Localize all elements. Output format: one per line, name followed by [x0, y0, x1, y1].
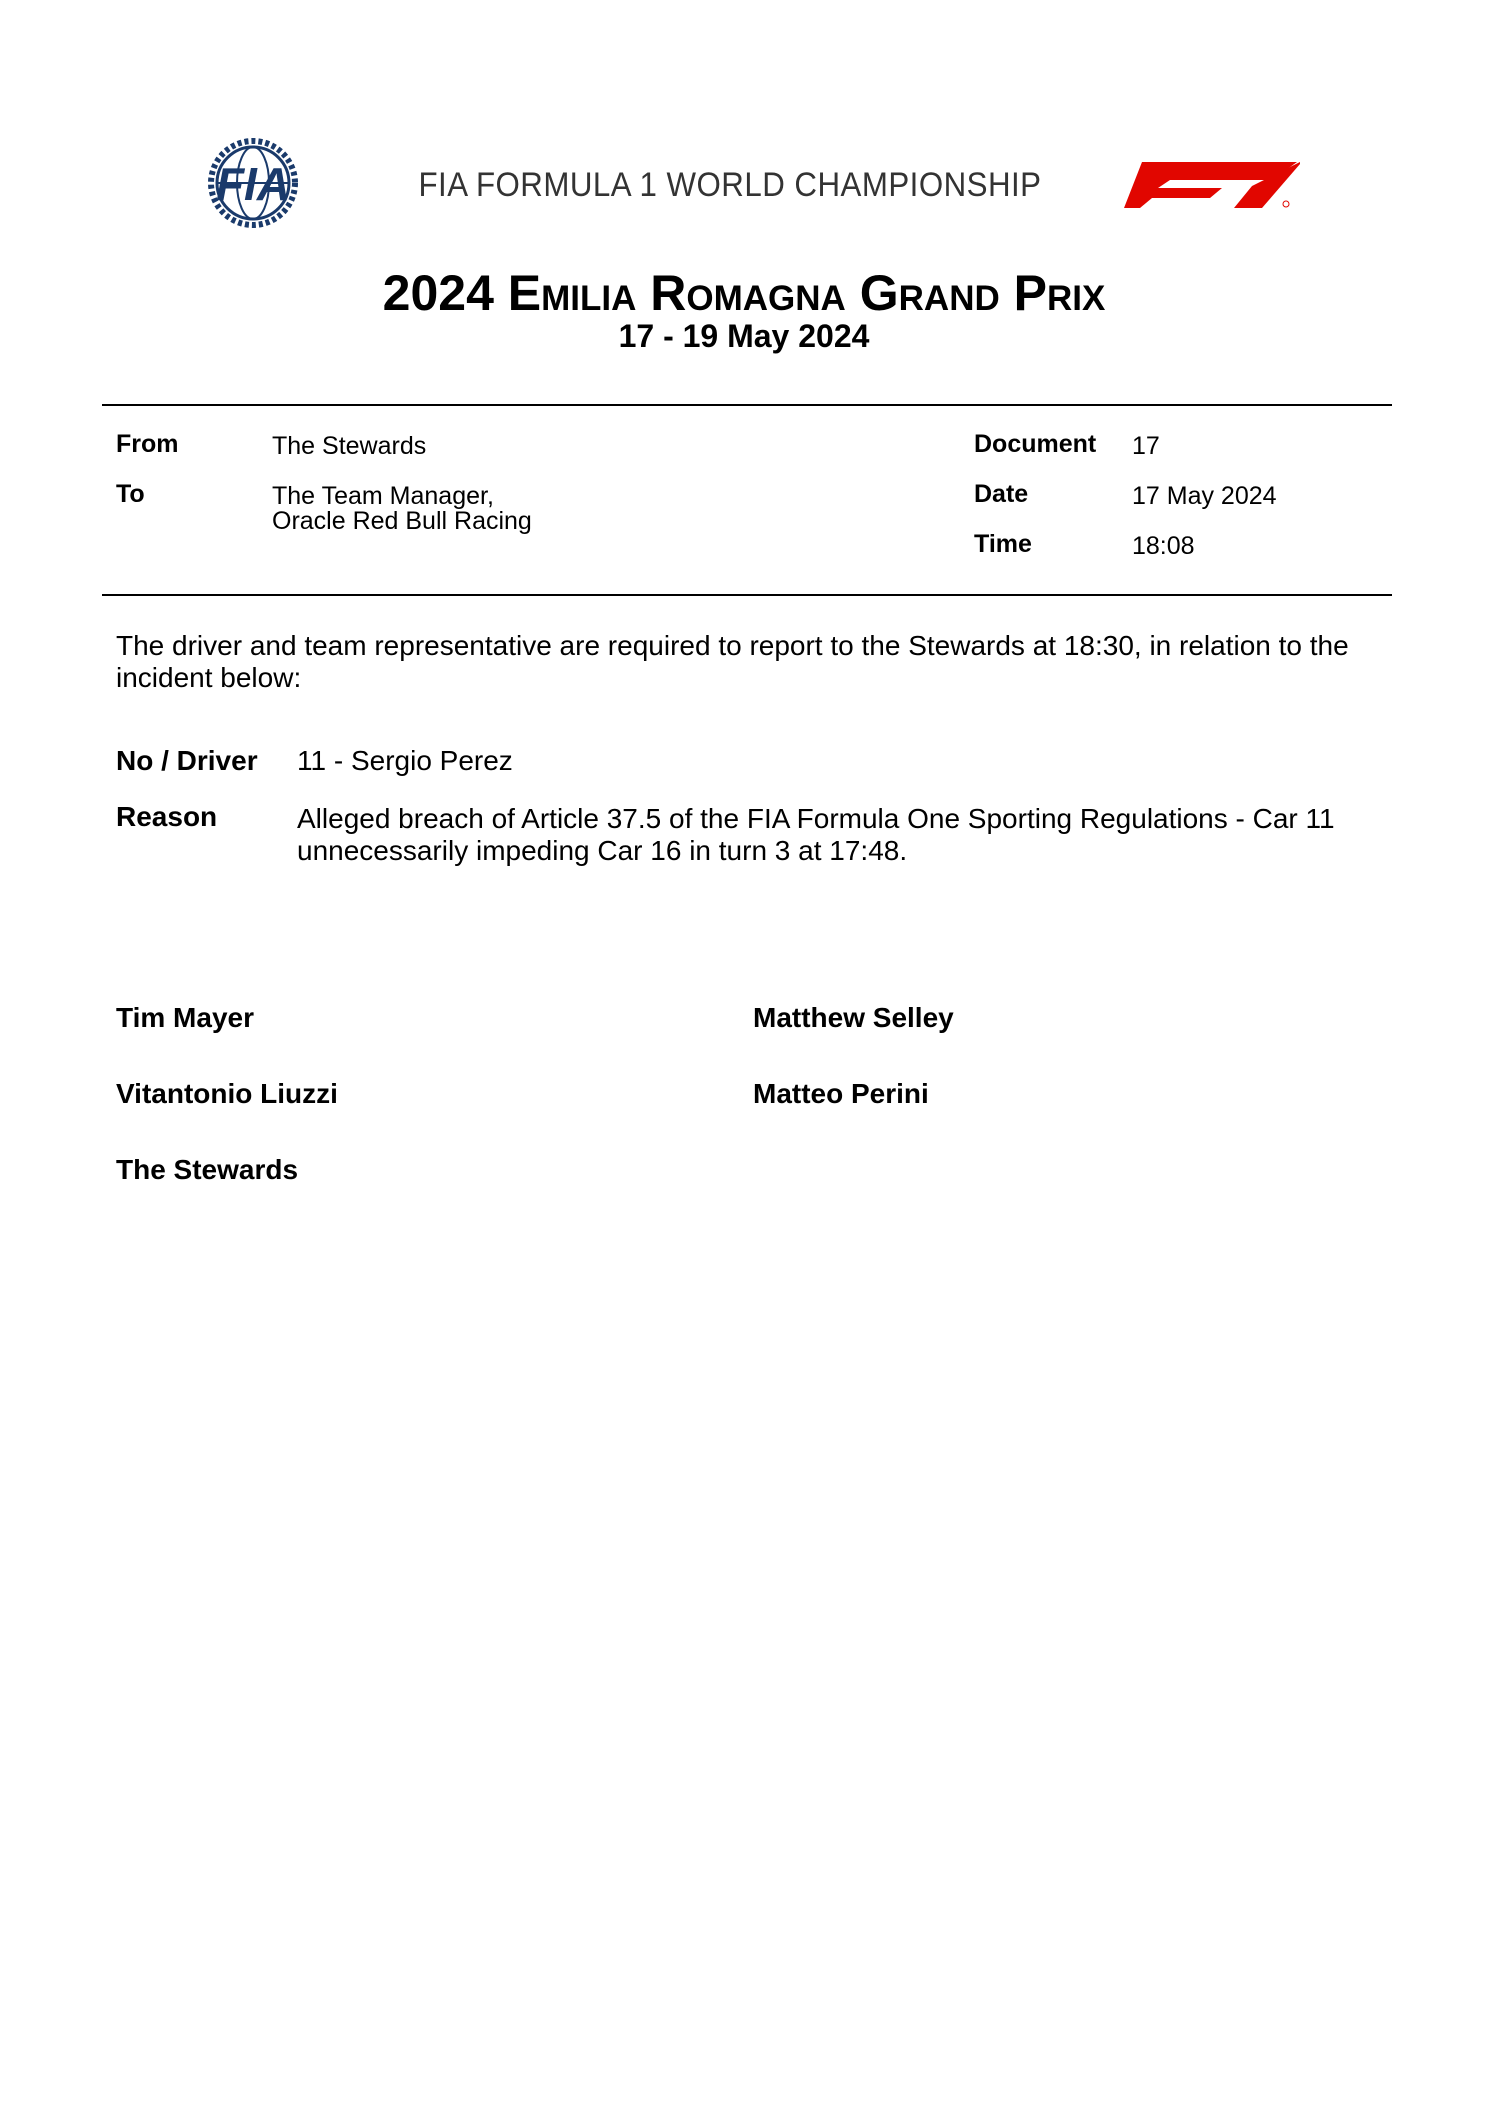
date-value: 17 May 2024 [1132, 482, 1277, 510]
divider-bottom [102, 594, 1392, 596]
event-title-word: Romagna [650, 265, 846, 321]
from-label: From [116, 430, 179, 458]
event-dates: 17 - 19 May 2024 [618, 318, 870, 354]
divider-top [102, 404, 1392, 406]
to-label: To [116, 480, 145, 508]
time-value: 18:08 [1132, 532, 1195, 560]
driver-value: 11 - Sergio Perez [297, 745, 513, 776]
date-label: Date [974, 480, 1029, 508]
event-title-word: Grand [859, 265, 1000, 321]
document-label: Document [974, 430, 1097, 458]
event-title-word: Prix [1013, 265, 1106, 321]
driver-label: No / Driver [116, 745, 258, 776]
fia-logo-text: FIA [215, 158, 291, 210]
steward-name: Tim Mayer [116, 1002, 254, 1033]
fia-logo [190, 138, 320, 228]
summons-intro: The driver and team representative are required to report to the Stewards at 18:30, in relation to the incident below: [116, 630, 1349, 693]
steward-name: Vitantonio Liuzzi [116, 1078, 338, 1109]
event-title-word: Emilia [507, 265, 637, 321]
from-value: The Stewards [272, 432, 427, 460]
reason-label: Reason [116, 801, 218, 832]
to-value-line2: Oracle Red Bull Racing [272, 507, 532, 535]
event-title-year: 2024 [382, 265, 494, 321]
steward-name: Matteo Perini [753, 1078, 929, 1109]
document-value: 17 [1132, 432, 1160, 460]
closing-signature: The Stewards [116, 1154, 299, 1185]
steward-name: Matthew Selley [753, 1002, 954, 1033]
championship-title: FIA FORMULA 1 WORLD CHAMPIONSHIP [418, 166, 1042, 204]
f1-logo [1122, 158, 1302, 210]
to-value-line1: The Team Manager, [272, 482, 494, 510]
event-title [0, 264, 1488, 322]
time-label: Time [974, 530, 1032, 558]
reason-value: Alleged breach of Article 37.5 of the FIA Formula One Sporting Regulations - Car 11 unnecessarily impeding Car 16 in turn 3 at 17:48. [297, 803, 1335, 866]
